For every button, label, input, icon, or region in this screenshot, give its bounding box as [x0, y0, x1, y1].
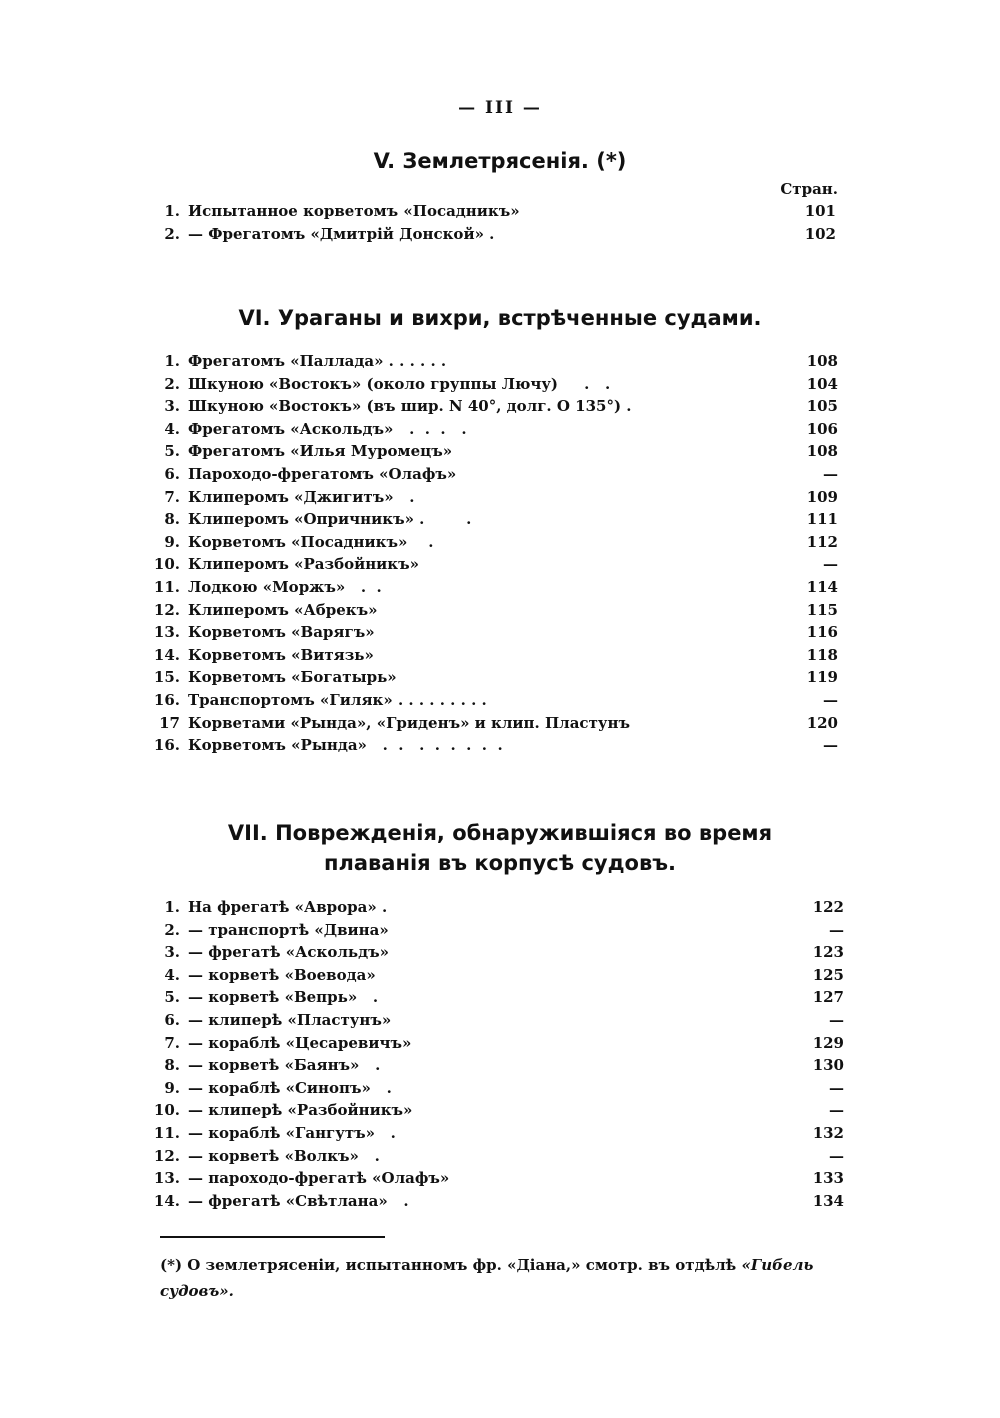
item-title: — кораблѣ «Гангутъ» . — [188, 1124, 396, 1142]
item-title: Лодкою «Моржъ» . . — [188, 578, 382, 596]
list-item — [0, 420, 1000, 442]
list-item — [0, 1079, 1000, 1101]
list-item — [0, 555, 1000, 577]
item-number: 1. — [164, 202, 180, 220]
list-item — [0, 1124, 1000, 1146]
item-page: 134 — [812, 1191, 844, 1210]
list-item — [0, 1011, 1000, 1033]
list-item — [0, 375, 1000, 397]
item-number: 6. — [164, 465, 180, 483]
item-title: Корветомъ «Варягъ» — [188, 623, 375, 642]
item-number: 3. — [164, 943, 180, 962]
list-item — [0, 921, 1000, 943]
item-number: 13. — [153, 1169, 180, 1188]
item-title: Фрегатомъ «Паллада» . . . . . . — [188, 352, 447, 370]
item-page: 125 — [812, 965, 844, 984]
page-number: — III — — [458, 98, 542, 118]
item-title: Пароходо-фрегатомъ «Олафъ» — [188, 465, 457, 483]
list-item — [0, 988, 1000, 1010]
item-page: 105 — [806, 397, 838, 416]
item-number: 1. — [164, 898, 180, 916]
item-title: Шкуною «Востокъ» (около группы Лючу) . . — [188, 374, 611, 393]
item-page: 123 — [812, 943, 844, 962]
item-title: — корветѣ «Волкъ» . — [188, 1146, 380, 1165]
item-title: — пароходо-фрегатѣ «Олафъ» — [188, 1169, 450, 1188]
item-title: — клиперѣ «Разбойникъ» — [188, 1101, 413, 1120]
item-number: 15. — [153, 668, 180, 687]
item-page: 108 — [806, 442, 838, 461]
item-title: Корветомъ «Рында» . . . . . . . . — [188, 736, 503, 755]
footnote-text: (*) О землетрясеніи, испытанномъ фр. «Діана,» смотр. въ отдѣлѣ — [160, 1256, 742, 1274]
item-number: 17 — [159, 713, 180, 732]
item-number: 10. — [153, 1101, 180, 1120]
item-page: 109 — [806, 487, 838, 506]
item-title: Корветомъ «Богатырь» — [188, 668, 397, 687]
item-page: 129 — [812, 1033, 844, 1052]
footnote — [160, 1252, 850, 1304]
item-title: Клиперомъ «Абрекъ» — [188, 600, 378, 619]
item-number: 9. — [164, 1078, 180, 1097]
item-number: 12. — [153, 1146, 180, 1165]
list-item — [0, 202, 1000, 224]
item-number: 2. — [164, 920, 180, 939]
section-heading-vi: VI. Ураганы и вихри, встрѣченные судами. — [238, 306, 762, 330]
item-page: 120 — [806, 713, 838, 732]
list-item — [0, 1056, 1000, 1078]
item-page: 127 — [812, 988, 844, 1007]
item-number: 16. — [153, 736, 180, 755]
item-number: 8. — [164, 510, 180, 529]
item-page: 102 — [804, 225, 836, 243]
list-item — [0, 668, 1000, 690]
item-title: — клиперѣ «Пластунъ» — [188, 1011, 392, 1029]
list-item — [0, 488, 1000, 510]
item-number: 5. — [164, 988, 180, 1007]
item-page: — — [829, 1078, 844, 1097]
item-number: 2. — [164, 225, 180, 243]
item-number: 14. — [153, 1191, 180, 1210]
item-number: 11. — [153, 1124, 180, 1142]
item-page: 122 — [812, 898, 844, 916]
item-title: На фрегатѣ «Аврора» . — [188, 898, 388, 916]
list-item — [0, 533, 1000, 555]
item-page: — — [823, 736, 838, 755]
item-number: 7. — [164, 1033, 180, 1052]
list-item — [0, 1147, 1000, 1169]
item-title: — корветѣ «Вепрь» . — [188, 988, 379, 1007]
item-title: Клиперомъ «Опричникъ» . . — [188, 510, 472, 529]
item-number: 4. — [164, 419, 180, 438]
item-number: 5. — [164, 442, 180, 461]
list-item — [0, 601, 1000, 623]
list-item — [0, 352, 1000, 374]
item-page: 130 — [812, 1056, 844, 1075]
item-title: Корветомъ «Витязь» — [188, 645, 374, 664]
page-column-header: Стран. — [780, 180, 838, 198]
item-number: 8. — [164, 1056, 180, 1075]
list-item — [0, 691, 1000, 713]
item-number: 3. — [164, 397, 180, 416]
item-title: — кораблѣ «Цесаревичъ» — [188, 1033, 412, 1052]
list-item — [0, 225, 1000, 247]
item-number: 2. — [164, 374, 180, 393]
item-title: — корветѣ «Баянъ» . — [188, 1056, 381, 1075]
item-page: — — [823, 691, 838, 709]
list-item — [0, 465, 1000, 487]
item-number: 11. — [153, 578, 180, 596]
item-page: 114 — [806, 578, 838, 596]
item-title: Клиперомъ «Разбойникъ» — [188, 555, 420, 574]
item-number: 10. — [153, 555, 180, 574]
list-item — [0, 510, 1000, 532]
list-item — [0, 1101, 1000, 1123]
list-item — [0, 397, 1000, 419]
item-page: 111 — [806, 510, 838, 529]
footnote-italic: «Гибель судовъ». — [160, 1256, 814, 1300]
item-number: 12. — [153, 600, 180, 619]
item-page: 133 — [812, 1169, 844, 1188]
item-page: 115 — [806, 600, 838, 619]
item-title: Клиперомъ «Джигитъ» . — [188, 487, 415, 506]
item-page: — — [829, 920, 844, 939]
item-page: 116 — [806, 623, 838, 642]
list-item — [0, 578, 1000, 600]
list-item — [0, 1192, 1000, 1214]
item-title: — фрегатѣ «Свѣтлана» . — [188, 1191, 409, 1210]
item-page: — — [829, 1101, 844, 1120]
item-page: 132 — [812, 1124, 844, 1142]
list-item — [0, 646, 1000, 668]
item-title: Корветомъ «Посадникъ» . — [188, 532, 434, 551]
item-number: 9. — [164, 532, 180, 551]
list-item — [0, 1169, 1000, 1191]
section-heading-v: V. Землетрясенія. (*) — [373, 149, 627, 173]
item-number: 7. — [164, 487, 180, 506]
item-title: Шкуною «Востокъ» (въ шир. N 40°, долг. О 135°) . — [188, 397, 632, 416]
list-item — [0, 966, 1000, 988]
item-page: 112 — [806, 532, 838, 551]
item-title: — транспортѣ «Двина» — [188, 920, 389, 939]
item-title: — Фрегатомъ «Дмитрій Донской» . — [188, 225, 495, 243]
list-item — [0, 714, 1000, 736]
item-page: — — [823, 555, 838, 574]
list-item — [0, 442, 1000, 464]
item-page: — — [829, 1011, 844, 1029]
item-number: 16. — [153, 691, 180, 709]
item-page: 101 — [804, 202, 836, 220]
item-page: — — [829, 1146, 844, 1165]
item-number: 1. — [164, 352, 180, 370]
item-title: Фрегатомъ «Аскольдъ» . . . . — [188, 419, 467, 438]
item-page: 108 — [806, 352, 838, 370]
item-title: Фрегатомъ «Илья Муромецъ» — [188, 442, 453, 461]
item-page: 119 — [806, 668, 838, 687]
item-number: 6. — [164, 1011, 180, 1029]
item-title: Корветами «Рында», «Гриденъ» и клип. Пластунъ — [188, 713, 630, 732]
item-number: 13. — [153, 623, 180, 642]
item-number: 14. — [153, 645, 180, 664]
list-item — [0, 943, 1000, 965]
item-page: 106 — [806, 419, 838, 438]
item-page: 118 — [806, 645, 838, 664]
item-title: — кораблѣ «Синопъ» . — [188, 1078, 392, 1097]
footnote-rule — [160, 1236, 385, 1238]
item-page: 104 — [806, 374, 838, 393]
item-page: — — [823, 465, 838, 483]
item-title: — корветѣ «Воевода» — [188, 965, 376, 984]
list-item — [0, 1034, 1000, 1056]
list-item — [0, 623, 1000, 645]
item-title: Транспортомъ «Гиляк» . . . . . . . . . — [188, 691, 487, 709]
list-item — [0, 736, 1000, 758]
item-title: Испытанное корветомъ «Посадникъ» — [188, 202, 520, 220]
item-number: 4. — [164, 965, 180, 984]
section-heading-vii: VII. Поврежденія, обнаружившіяся во время плаванія въ корпусѣ судовъ. — [227, 821, 773, 875]
item-title: — фрегатѣ «Аскольдъ» — [188, 943, 389, 962]
list-item — [0, 898, 1000, 920]
